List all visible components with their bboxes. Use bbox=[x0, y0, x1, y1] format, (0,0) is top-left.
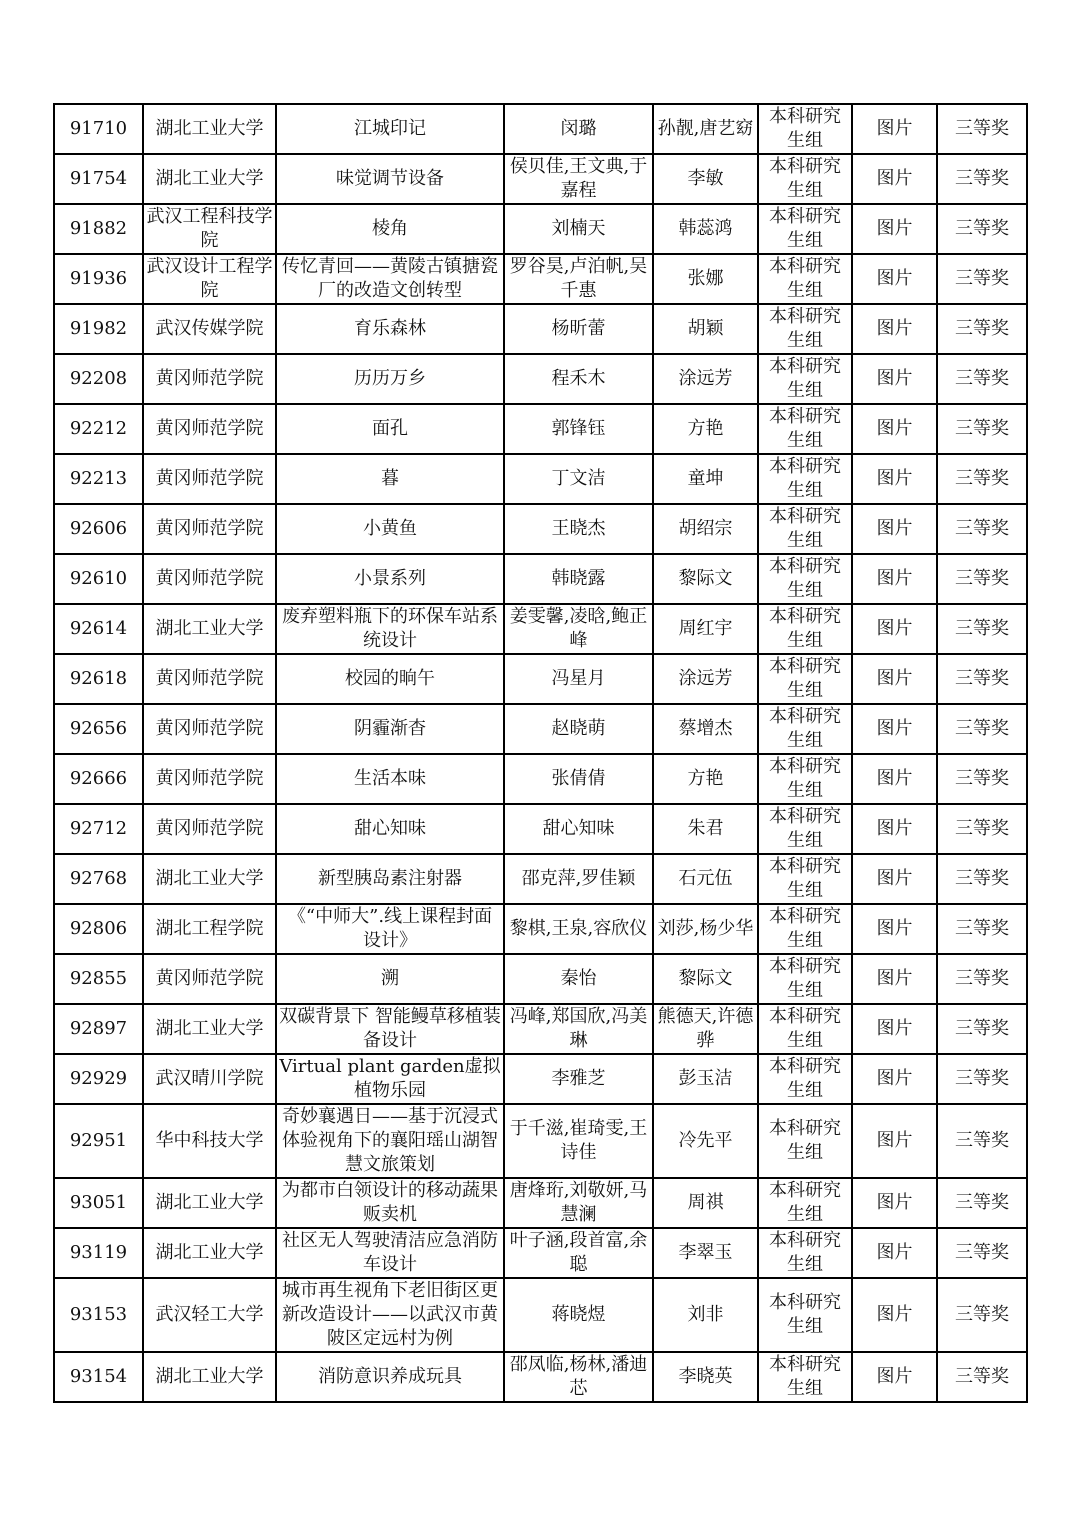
authors-cell: 刘楠天 bbox=[504, 204, 653, 254]
entry-id-cell: 92666 bbox=[54, 754, 143, 804]
table-row bbox=[54, 704, 1027, 754]
category-cell: 图片 bbox=[852, 254, 937, 304]
category-cell: 图片 bbox=[852, 904, 937, 954]
entry-id-cell: 93119 bbox=[54, 1228, 143, 1278]
entry-id-cell: 92768 bbox=[54, 854, 143, 904]
table-row bbox=[54, 904, 1027, 954]
category-cell: 图片 bbox=[852, 854, 937, 904]
school-cell: 黄冈师范学院 bbox=[143, 354, 276, 404]
entry-id-cell: 93154 bbox=[54, 1352, 143, 1402]
school-cell: 湖北工业大学 bbox=[143, 604, 276, 654]
authors-cell: 唐烽珩,刘敬妍,马慧澜 bbox=[504, 1178, 653, 1228]
award-table bbox=[53, 103, 1028, 1403]
entry-id-cell: 92610 bbox=[54, 554, 143, 604]
category-cell: 图片 bbox=[852, 404, 937, 454]
group-cell: 本科研究生组 bbox=[758, 854, 852, 904]
authors-cell: 侯贝佳,王文典,于嘉程 bbox=[504, 154, 653, 204]
advisor-cell: 石元伍 bbox=[653, 854, 758, 904]
work-title-cell: 甜心知味 bbox=[276, 804, 504, 854]
award-cell: 三等奖 bbox=[937, 154, 1027, 204]
work-title-cell: 新型胰岛素注射器 bbox=[276, 854, 504, 904]
work-title-cell: 消防意识养成玩具 bbox=[276, 1352, 504, 1402]
advisor-cell: 熊德天,许德骅 bbox=[653, 1004, 758, 1054]
category-cell: 图片 bbox=[852, 454, 937, 504]
entry-id-cell: 92213 bbox=[54, 454, 143, 504]
school-cell: 湖北工业大学 bbox=[143, 1352, 276, 1402]
entry-id-cell: 93153 bbox=[54, 1278, 143, 1352]
group-cell: 本科研究生组 bbox=[758, 1004, 852, 1054]
entry-id-cell: 92855 bbox=[54, 954, 143, 1004]
school-cell: 华中科技大学 bbox=[143, 1104, 276, 1178]
advisor-cell: 蔡增杰 bbox=[653, 704, 758, 754]
entry-id-cell: 92618 bbox=[54, 654, 143, 704]
entry-id-cell: 93051 bbox=[54, 1178, 143, 1228]
table-row bbox=[54, 754, 1027, 804]
work-title-cell: 棱角 bbox=[276, 204, 504, 254]
authors-cell: 姜雯馨,凌晗,鲍正峰 bbox=[504, 604, 653, 654]
advisor-cell: 方艳 bbox=[653, 754, 758, 804]
advisor-cell: 周红宇 bbox=[653, 604, 758, 654]
work-title-cell: 历历万乡 bbox=[276, 354, 504, 404]
work-title-cell: 味觉调节设备 bbox=[276, 154, 504, 204]
entry-id-cell: 91982 bbox=[54, 304, 143, 354]
advisor-cell: 李晓英 bbox=[653, 1352, 758, 1402]
school-cell: 武汉传媒学院 bbox=[143, 304, 276, 354]
award-cell: 三等奖 bbox=[937, 454, 1027, 504]
category-cell: 图片 bbox=[852, 754, 937, 804]
award-cell: 三等奖 bbox=[937, 854, 1027, 904]
group-cell: 本科研究生组 bbox=[758, 304, 852, 354]
table-row bbox=[54, 554, 1027, 604]
entry-id-cell: 92712 bbox=[54, 804, 143, 854]
school-cell: 湖北工业大学 bbox=[143, 1228, 276, 1278]
school-cell: 武汉设计工程学院 bbox=[143, 254, 276, 304]
group-cell: 本科研究生组 bbox=[758, 354, 852, 404]
category-cell: 图片 bbox=[852, 154, 937, 204]
work-title-cell: Virtual plant garden虚拟植物乐园 bbox=[276, 1054, 504, 1104]
school-cell: 湖北工业大学 bbox=[143, 154, 276, 204]
table-row bbox=[54, 1278, 1027, 1352]
award-cell: 三等奖 bbox=[937, 754, 1027, 804]
work-title-cell: 奇妙襄遇日——基于沉浸式体验视角下的襄阳瑶山湖智慧文旅策划 bbox=[276, 1104, 504, 1178]
group-cell: 本科研究生组 bbox=[758, 1054, 852, 1104]
group-cell: 本科研究生组 bbox=[758, 254, 852, 304]
entry-id-cell: 92614 bbox=[54, 604, 143, 654]
table-row bbox=[54, 1228, 1027, 1278]
award-cell: 三等奖 bbox=[937, 1228, 1027, 1278]
school-cell: 黄冈师范学院 bbox=[143, 954, 276, 1004]
advisor-cell: 李翠玉 bbox=[653, 1228, 758, 1278]
award-cell: 三等奖 bbox=[937, 504, 1027, 554]
group-cell: 本科研究生组 bbox=[758, 654, 852, 704]
authors-cell: 张倩倩 bbox=[504, 754, 653, 804]
table-row bbox=[54, 1054, 1027, 1104]
authors-cell: 杨昕蕾 bbox=[504, 304, 653, 354]
group-cell: 本科研究生组 bbox=[758, 1352, 852, 1402]
authors-cell: 邵凤临,杨林,潘迪芯 bbox=[504, 1352, 653, 1402]
school-cell: 湖北工程学院 bbox=[143, 904, 276, 954]
table-row bbox=[54, 1178, 1027, 1228]
award-cell: 三等奖 bbox=[937, 1004, 1027, 1054]
category-cell: 图片 bbox=[852, 954, 937, 1004]
entry-id-cell: 92806 bbox=[54, 904, 143, 954]
group-cell: 本科研究生组 bbox=[758, 404, 852, 454]
table-row bbox=[54, 304, 1027, 354]
authors-cell: 郭锋钰 bbox=[504, 404, 653, 454]
authors-cell: 李雅芝 bbox=[504, 1054, 653, 1104]
work-title-cell: 暮 bbox=[276, 454, 504, 504]
award-cell: 三等奖 bbox=[937, 554, 1027, 604]
award-cell: 三等奖 bbox=[937, 104, 1027, 154]
table-row bbox=[54, 454, 1027, 504]
table-row bbox=[54, 1104, 1027, 1178]
work-title-cell: 阴霾渐杳 bbox=[276, 704, 504, 754]
school-cell: 黄冈师范学院 bbox=[143, 454, 276, 504]
group-cell: 本科研究生组 bbox=[758, 754, 852, 804]
school-cell: 武汉轻工大学 bbox=[143, 1278, 276, 1352]
table-row bbox=[54, 1004, 1027, 1054]
category-cell: 图片 bbox=[852, 1352, 937, 1402]
group-cell: 本科研究生组 bbox=[758, 804, 852, 854]
entry-id-cell: 91754 bbox=[54, 154, 143, 204]
advisor-cell: 孙靓,唐艺窈 bbox=[653, 104, 758, 154]
school-cell: 湖北工业大学 bbox=[143, 854, 276, 904]
school-cell: 黄冈师范学院 bbox=[143, 754, 276, 804]
entry-id-cell: 92656 bbox=[54, 704, 143, 754]
award-cell: 三等奖 bbox=[937, 354, 1027, 404]
group-cell: 本科研究生组 bbox=[758, 604, 852, 654]
work-title-cell: 生活本味 bbox=[276, 754, 504, 804]
school-cell: 黄冈师范学院 bbox=[143, 654, 276, 704]
school-cell: 黄冈师范学院 bbox=[143, 704, 276, 754]
award-cell: 三等奖 bbox=[937, 954, 1027, 1004]
work-title-cell: 双碳背景下 智能鳗草移植装备设计 bbox=[276, 1004, 504, 1054]
work-title-cell: 小黄鱼 bbox=[276, 504, 504, 554]
table-row bbox=[54, 804, 1027, 854]
category-cell: 图片 bbox=[852, 1278, 937, 1352]
entry-id-cell: 92212 bbox=[54, 404, 143, 454]
award-cell: 三等奖 bbox=[937, 1104, 1027, 1178]
work-title-cell: 《“中师大”.线上课程封面设计》 bbox=[276, 904, 504, 954]
authors-cell: 闵璐 bbox=[504, 104, 653, 154]
table-row bbox=[54, 354, 1027, 404]
category-cell: 图片 bbox=[852, 704, 937, 754]
work-title-cell: 废弃塑料瓶下的环保车站系统设计 bbox=[276, 604, 504, 654]
category-cell: 图片 bbox=[852, 204, 937, 254]
school-cell: 黄冈师范学院 bbox=[143, 504, 276, 554]
advisor-cell: 周祺 bbox=[653, 1178, 758, 1228]
advisor-cell: 李敏 bbox=[653, 154, 758, 204]
authors-cell: 韩晓露 bbox=[504, 554, 653, 604]
category-cell: 图片 bbox=[852, 654, 937, 704]
authors-cell: 赵晓萌 bbox=[504, 704, 653, 754]
table-row bbox=[54, 654, 1027, 704]
table-row bbox=[54, 404, 1027, 454]
advisor-cell: 韩蕊鸿 bbox=[653, 204, 758, 254]
authors-cell: 叶子涵,段首富,余聪 bbox=[504, 1228, 653, 1278]
authors-cell: 于千滋,崔琦雯,王诗佳 bbox=[504, 1104, 653, 1178]
entry-id-cell: 91710 bbox=[54, 104, 143, 154]
advisor-cell: 刘莎,杨少华 bbox=[653, 904, 758, 954]
advisor-cell: 朱君 bbox=[653, 804, 758, 854]
award-cell: 三等奖 bbox=[937, 704, 1027, 754]
category-cell: 图片 bbox=[852, 1054, 937, 1104]
award-cell: 三等奖 bbox=[937, 604, 1027, 654]
work-title-cell: 城市再生视角下老旧街区更新改造设计——以武汉市黄陂区定远村为例 bbox=[276, 1278, 504, 1352]
entry-id-cell: 92208 bbox=[54, 354, 143, 404]
category-cell: 图片 bbox=[852, 1004, 937, 1054]
authors-cell: 丁文洁 bbox=[504, 454, 653, 504]
group-cell: 本科研究生组 bbox=[758, 504, 852, 554]
award-cell: 三等奖 bbox=[937, 304, 1027, 354]
award-cell: 三等奖 bbox=[937, 1054, 1027, 1104]
group-cell: 本科研究生组 bbox=[758, 1278, 852, 1352]
work-title-cell: 为都市白领设计的移动蔬果贩卖机 bbox=[276, 1178, 504, 1228]
category-cell: 图片 bbox=[852, 1178, 937, 1228]
authors-cell: 邵克萍,罗佳颖 bbox=[504, 854, 653, 904]
award-cell: 三等奖 bbox=[937, 204, 1027, 254]
school-cell: 武汉晴川学院 bbox=[143, 1054, 276, 1104]
group-cell: 本科研究生组 bbox=[758, 704, 852, 754]
group-cell: 本科研究生组 bbox=[758, 1228, 852, 1278]
school-cell: 黄冈师范学院 bbox=[143, 804, 276, 854]
category-cell: 图片 bbox=[852, 604, 937, 654]
table-row bbox=[54, 954, 1027, 1004]
group-cell: 本科研究生组 bbox=[758, 1104, 852, 1178]
advisor-cell: 方艳 bbox=[653, 404, 758, 454]
advisor-cell: 黎际文 bbox=[653, 954, 758, 1004]
category-cell: 图片 bbox=[852, 804, 937, 854]
work-title-cell: 江城印记 bbox=[276, 104, 504, 154]
award-cell: 三等奖 bbox=[937, 1278, 1027, 1352]
award-cell: 三等奖 bbox=[937, 904, 1027, 954]
advisor-cell: 冷先平 bbox=[653, 1104, 758, 1178]
school-cell: 黄冈师范学院 bbox=[143, 404, 276, 454]
group-cell: 本科研究生组 bbox=[758, 154, 852, 204]
authors-cell: 程禾木 bbox=[504, 354, 653, 404]
advisor-cell: 胡颖 bbox=[653, 304, 758, 354]
award-cell: 三等奖 bbox=[937, 804, 1027, 854]
category-cell: 图片 bbox=[852, 504, 937, 554]
table-row bbox=[54, 504, 1027, 554]
authors-cell: 王晓杰 bbox=[504, 504, 653, 554]
table-row bbox=[54, 854, 1027, 904]
school-cell: 黄冈师范学院 bbox=[143, 554, 276, 604]
advisor-cell: 胡绍宗 bbox=[653, 504, 758, 554]
authors-cell: 冯星月 bbox=[504, 654, 653, 704]
authors-cell: 罗谷昊,卢泊帆,吴千惠 bbox=[504, 254, 653, 304]
authors-cell: 秦怡 bbox=[504, 954, 653, 1004]
group-cell: 本科研究生组 bbox=[758, 904, 852, 954]
table-row bbox=[54, 154, 1027, 204]
award-cell: 三等奖 bbox=[937, 404, 1027, 454]
table-row bbox=[54, 104, 1027, 154]
award-cell: 三等奖 bbox=[937, 1352, 1027, 1402]
category-cell: 图片 bbox=[852, 104, 937, 154]
advisor-cell: 童坤 bbox=[653, 454, 758, 504]
authors-cell: 冯峰,郑国欣,冯美琳 bbox=[504, 1004, 653, 1054]
group-cell: 本科研究生组 bbox=[758, 1178, 852, 1228]
group-cell: 本科研究生组 bbox=[758, 454, 852, 504]
school-cell: 武汉工程科技学院 bbox=[143, 204, 276, 254]
authors-cell: 蒋晓煜 bbox=[504, 1278, 653, 1352]
school-cell: 湖北工业大学 bbox=[143, 104, 276, 154]
school-cell: 湖北工业大学 bbox=[143, 1004, 276, 1054]
advisor-cell: 彭玉洁 bbox=[653, 1054, 758, 1104]
advisor-cell: 涂远芳 bbox=[653, 654, 758, 704]
category-cell: 图片 bbox=[852, 354, 937, 404]
work-title-cell: 面孔 bbox=[276, 404, 504, 454]
work-title-cell: 小景系列 bbox=[276, 554, 504, 604]
table-row bbox=[54, 254, 1027, 304]
table-row bbox=[54, 204, 1027, 254]
table-row bbox=[54, 1352, 1027, 1402]
entry-id-cell: 92897 bbox=[54, 1004, 143, 1054]
work-title-cell: 校园的晌午 bbox=[276, 654, 504, 704]
advisor-cell: 涂远芳 bbox=[653, 354, 758, 404]
award-list-sheet bbox=[53, 103, 1026, 1403]
category-cell: 图片 bbox=[852, 1228, 937, 1278]
school-cell: 湖北工业大学 bbox=[143, 1178, 276, 1228]
advisor-cell: 张娜 bbox=[653, 254, 758, 304]
authors-cell: 黎棋,王泉,容欣仪 bbox=[504, 904, 653, 954]
advisor-cell: 刘非 bbox=[653, 1278, 758, 1352]
category-cell: 图片 bbox=[852, 1104, 937, 1178]
entry-id-cell: 92951 bbox=[54, 1104, 143, 1178]
award-cell: 三等奖 bbox=[937, 1178, 1027, 1228]
group-cell: 本科研究生组 bbox=[758, 954, 852, 1004]
category-cell: 图片 bbox=[852, 554, 937, 604]
work-title-cell: 传忆青回——黄陵古镇搪瓷厂的改造文创转型 bbox=[276, 254, 504, 304]
group-cell: 本科研究生组 bbox=[758, 204, 852, 254]
group-cell: 本科研究生组 bbox=[758, 104, 852, 154]
group-cell: 本科研究生组 bbox=[758, 554, 852, 604]
entry-id-cell: 92929 bbox=[54, 1054, 143, 1104]
award-cell: 三等奖 bbox=[937, 254, 1027, 304]
entry-id-cell: 91882 bbox=[54, 204, 143, 254]
award-table-body bbox=[54, 104, 1027, 1402]
authors-cell: 甜心知味 bbox=[504, 804, 653, 854]
category-cell: 图片 bbox=[852, 304, 937, 354]
entry-id-cell: 92606 bbox=[54, 504, 143, 554]
advisor-cell: 黎际文 bbox=[653, 554, 758, 604]
work-title-cell: 社区无人驾驶清洁应急消防车设计 bbox=[276, 1228, 504, 1278]
work-title-cell: 溯 bbox=[276, 954, 504, 1004]
work-title-cell: 育乐森林 bbox=[276, 304, 504, 354]
table-row bbox=[54, 604, 1027, 654]
entry-id-cell: 91936 bbox=[54, 254, 143, 304]
award-cell: 三等奖 bbox=[937, 654, 1027, 704]
